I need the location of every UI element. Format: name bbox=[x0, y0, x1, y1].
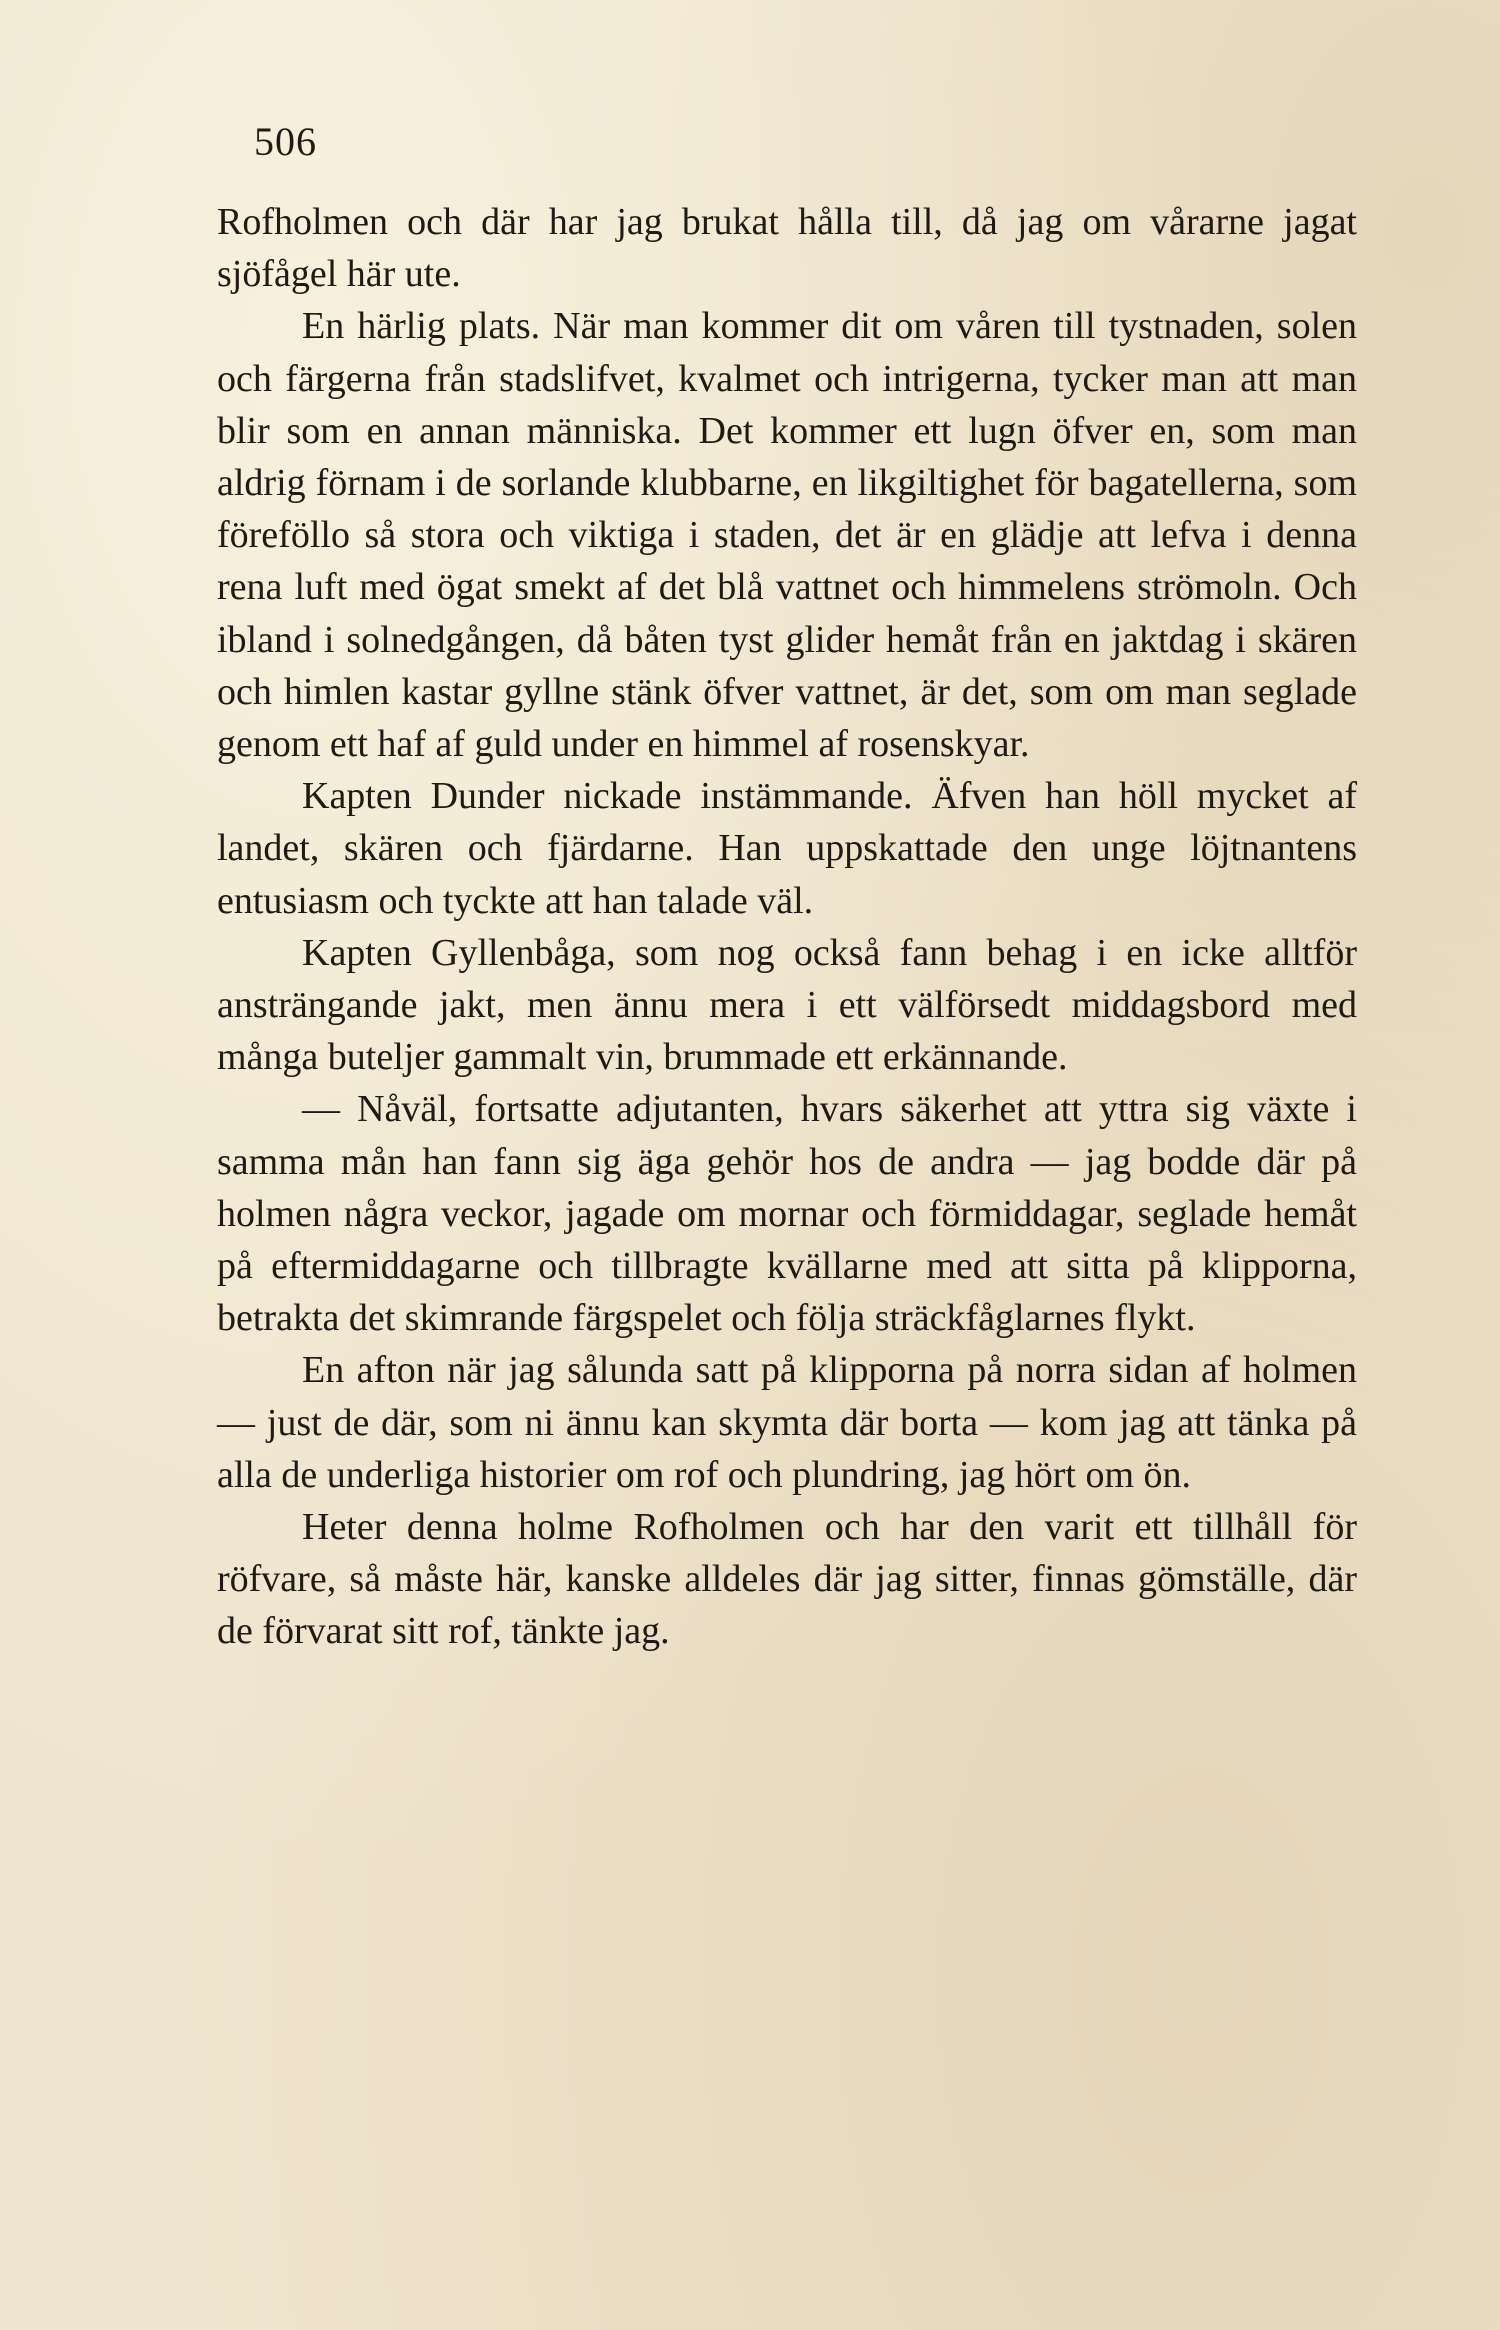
paragraph-7: Heter denna holme Rofholmen och har den varit ett tillhåll för röfvare, så måste här, kanske alldeles där jag sitter, finnas gömställe, där de förvarat sitt rof, tänkte jag. bbox=[217, 1506, 1357, 1653]
page-number: 506 bbox=[254, 119, 317, 164]
paragraph-6: En afton när jag sålunda satt på klipporna på norra sidan af holmen — just de där, som ni ännu kan skymta där borta — kom jag att tänka på alla de underliga historier om rof och plundring, jag hört om ön. bbox=[217, 1349, 1357, 1496]
paragraph-4: Kapten Gyllenbåga, som nog också fann behag i en icke alltför ansträngande jakt, men ännu mera i ett välförsedt middagsbord med många buteljer gammalt vin, brummade ett erkännande. bbox=[217, 931, 1357, 1079]
paragraph-1: Rofholmen och där har jag brukat hålla till, då jag om vårarne jagat sjöfågel här ute. bbox=[217, 201, 1357, 296]
paragraph-2: En härlig plats. När man kommer dit om våren till tystnaden, solen och färgerna från stadslifvet, kvalmet och intrigerna, tycker man att man blir som en annan människa. Det kommer ett lugn öfver en, som man aldrig förnam i de sorlande klubbarne, en likgiltighet för bagatellerna, som föreföllo så stora och viktiga i staden, det är en glädje att lefva i denna rena luft med ögat smekt af det blå vattnet och himmelens strömoln. Och ibland i solnedgången, då båten tyst glider hemåt från en jaktdag i skären och himlen kastar gyllne stänk öfver vattnet, är det, som om man seglade genom ett haf af guld under en himmel af rosenskyar. bbox=[217, 305, 1357, 766]
paragraph-3: Kapten Dunder nickade instämmande. Äfven han höll mycket af landet, skären och fjärdarne. Han uppskattade den unge löjtnantens entusiasm och tyckte att han talade väl. bbox=[217, 775, 1357, 922]
paragraph-5: — Nåväl, fortsatte adjutanten, hvars säkerhet att yttra sig växte i samma mån han fann sig äga gehör hos de andra — jag bodde där på holmen några veckor, jagade om mornar och förmiddagar, seglade hemåt på eftermiddagarne och tillbragte kvällarne med att sitta på klipporna, betrakta det skimrande färgspelet och följa sträckfåglarnes flykt. bbox=[217, 1088, 1357, 1340]
body-text bbox=[217, 196, 1357, 1658]
